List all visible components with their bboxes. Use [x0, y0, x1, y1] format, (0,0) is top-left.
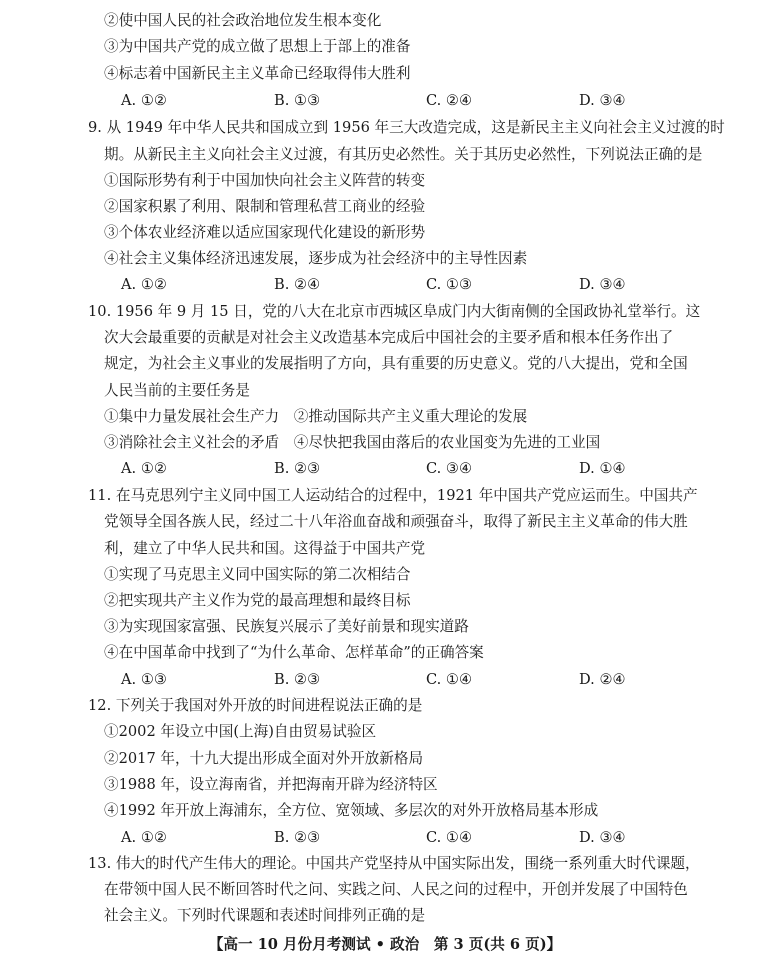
- option-b: B. ②③: [274, 671, 321, 688]
- question-stem-line: 社会主义。下列时代课题和表述时间排列正确的是: [104, 907, 426, 924]
- question-stem-line: 规定，为社会主义事业的发展指明了方向，具有重要的历史意义。党的八大提出，党和全国: [104, 355, 688, 372]
- option-c: C. ①④: [426, 829, 473, 846]
- option-a: A. ①②: [121, 829, 167, 846]
- question-stem-line: 12. 下列关于我国对外开放的时间进程说法正确的是: [88, 697, 423, 714]
- option-a: A. ①③: [121, 671, 167, 688]
- question-stem-line: 人民当前的主要任务是: [104, 382, 250, 399]
- option-a: A. ①②: [121, 276, 167, 293]
- answer-choice-line: ③为实现国家富强、民族复兴展示了美好前景和现实道路: [104, 618, 469, 635]
- option-d: D. ③④: [579, 829, 626, 846]
- answer-choice-line: ④标志着中国新民主主义革命已经取得伟大胜利: [104, 65, 411, 82]
- option-d: D. ③④: [579, 92, 626, 109]
- answer-choice-line: ①2002 年设立中国(上海)自由贸易试验区: [104, 723, 377, 740]
- option-d: D. ②④: [579, 671, 626, 688]
- option-b: B. ②③: [274, 829, 321, 846]
- option-b: B. ②③: [274, 460, 321, 477]
- answer-choice-line: ②把实现共产主义作为党的最高理想和最终目标: [104, 592, 411, 609]
- answer-choice-line: ③消除社会主义社会的矛盾 ④尽快把我国由落后的农业国变为先进的工业国: [104, 434, 601, 451]
- option-b: B. ②④: [274, 276, 321, 293]
- question-stem-line: 次大会最重要的贡献是对社会主义改造基本完成后中国社会的主要矛盾和根本任务作出了: [104, 329, 674, 346]
- option-c: C. ①③: [426, 276, 473, 293]
- answer-choice-line: ①实现了马克思主义同中国实际的第二次相结合: [104, 566, 411, 583]
- answer-choice-line: ④在中国革命中找到了“为什么革命、怎样革命”的正确答案: [104, 644, 484, 661]
- answer-choice-line: ④社会主义集体经济迅速发展，逐步成为社会经济中的主导性因素: [104, 250, 528, 267]
- answer-choice-line: ②国家积累了利用、限制和管理私营工商业的经验: [104, 198, 426, 215]
- answer-choice-line: ②使中国人民的社会政治地位发生根本变化: [104, 12, 382, 29]
- answer-choice-line: ①集中力量发展社会生产力 ②推动国际共产主义重大理论的发展: [104, 408, 528, 425]
- option-d: D. ③④: [579, 276, 626, 293]
- question-stem-line: 11. 在马克思列宁主义同中国工人运动结合的过程中，1921 年中国共产党应运而生。中国共产: [88, 487, 698, 504]
- answer-choice-line: ①国际形势有利于中国加快向社会主义阵营的转变: [104, 172, 426, 189]
- answer-choice-line: ③为中国共产党的成立做了思想上于部上的准备: [104, 38, 411, 55]
- question-stem-line: 期。从新民主主义向社会主义过渡，有其历史必然性。关于其历史必然性，下列说法正确的是: [104, 146, 703, 163]
- option-d: D. ①④: [579, 460, 626, 477]
- question-stem-line: 利，建立了中华人民共和国。这得益于中国共产党: [104, 540, 426, 557]
- question-stem-line: 9. 从 1949 年中华人民共和国成立到 1956 年三大改造完成，这是新民主主义向社会主义过渡的时: [88, 119, 725, 136]
- option-b: B. ①③: [274, 92, 321, 109]
- question-stem-line: 10. 1956 年 9 月 15 日，党的八大在北京市西城区阜成门内大街南侧的全国政协礼堂举行。这: [88, 303, 701, 320]
- question-stem-line: 在带领中国人民不断回答时代之问、实践之问、人民之问的过程中，开创并发展了中国特色: [104, 881, 688, 898]
- answer-choice-line: ④1992 年开放上海浦东，全方位、宽领域、多层次的对外开放格局基本形成: [104, 802, 599, 819]
- question-stem-line: 党领导全国各族人民，经过二十八年浴血奋战和顽强奋斗，取得了新民主主义革命的伟大胜: [104, 513, 688, 530]
- answer-choice-line: ③个体农业经济难以适应国家现代化建设的新形势: [104, 224, 426, 241]
- page-footer: 【高一 10 月份月考测试 • 政治 第 3 页(共 6 页)】: [208, 936, 562, 953]
- answer-choice-line: ③1988 年，设立海南省，并把海南开辟为经济特区: [104, 776, 438, 793]
- option-c: C. ③④: [426, 460, 473, 477]
- option-c: C. ②④: [426, 92, 473, 109]
- option-a: A. ①②: [121, 460, 167, 477]
- option-a: A. ①②: [121, 92, 167, 109]
- answer-choice-line: ②2017 年，十九大提出形成全面对外开放新格局: [104, 750, 424, 767]
- question-stem-line: 13. 伟大的时代产生伟大的理论。中国共产党坚持从中国实际出发，围绕一系列重大时代课题，: [88, 855, 700, 872]
- option-c: C. ①④: [426, 671, 473, 688]
